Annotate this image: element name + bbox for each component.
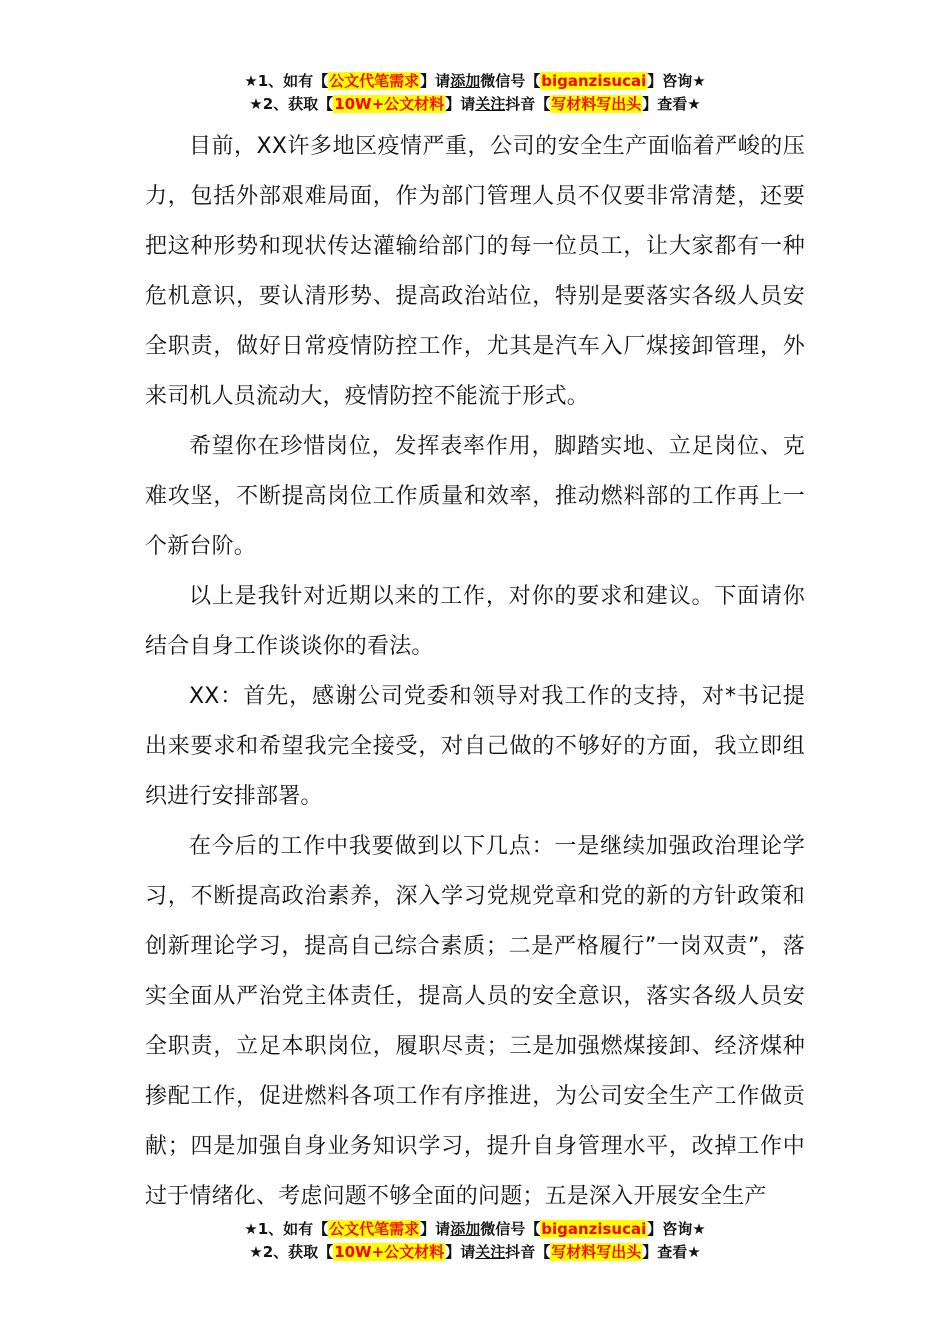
paragraph: XX：首先，感谢公司党委和领导对我工作的支持，对*书记提出来要求和希望我完全接受，对自己做的不够好的方面，我立即组织进行安排部署。 xyxy=(145,684,805,809)
paragraph: 目前，XX许多地区疫情严重，公司的安全生产面临着严峻的压力，包括外部艰难局面，作为部门管理人员不仅要非常清楚，还要把这种形势和现状传达灌输给部门的每一位员工，让大家都有一种危机意识，要认清形势、提高政治站位，特别是要落实各级人员安全职责，做好日常疫情防控工作，尤其是汽车入厂煤接卸管理，外来司机人员流动大，疫情防控不能流于形式。 xyxy=(145,134,805,409)
emphasis-text: 添加 xyxy=(450,72,481,90)
emphasis-text: 关注 xyxy=(475,95,506,113)
banner-text: 】咨询★ xyxy=(647,1220,706,1238)
emphasis-text: 关注 xyxy=(475,1243,506,1261)
banner-text: 微信号【 xyxy=(480,1220,541,1238)
highlight-text: 公文代笔需求 xyxy=(329,72,420,90)
emphasis-text: 添加 xyxy=(450,1220,481,1238)
banner-text: ★2、获取【 xyxy=(249,95,334,113)
highlight-text: 10W+公文材料 xyxy=(334,95,445,113)
banner-text: ★2、获取【 xyxy=(249,1243,334,1261)
banner-text: 】查看★ xyxy=(642,95,701,113)
paragraph: 在今后的工作中我要做到以下几点：一是继续加强政治理论学习，不断提高政治素养，深入学习党规党章和党的新的方针政策和创新理论学习，提高自己综合素质；二是严格履行”一岗双责”，落实全面从严治党主体责任，提高人员的安全意识，落实各级人员安全职责，立足本职岗位，履职尽责；三是加强燃煤接卸、经济煤种掺配工作，促进燃料各项工作有序推进，为公司安全生产工作做贡献；四是加强自身业务知识学习，提升自身管理水平，改掉工作中过于情绪化、考虑问题不够全面的问题；五是深入开展安全生产 xyxy=(145,834,805,1209)
highlight-text: 10W+公文材料 xyxy=(334,1243,445,1261)
banner-line-2 xyxy=(0,1241,950,1264)
banner-text: 微信号【 xyxy=(480,72,541,90)
banner-text: 】请 xyxy=(445,1243,476,1261)
banner-text: 】请 xyxy=(420,1220,451,1238)
paragraph: 以上是我针对近期以来的工作，对你的要求和建议。下面请你结合自身工作谈谈你的看法。 xyxy=(145,584,805,659)
banner-text: ★1、如有【 xyxy=(244,1220,329,1238)
banner-line-2 xyxy=(0,93,950,116)
banner-text: 抖音【 xyxy=(505,95,551,113)
highlight-text: biganzisucai xyxy=(541,1220,647,1238)
document-body xyxy=(145,122,805,1222)
highlight-text: 写材料写出头 xyxy=(551,1243,642,1261)
banner-text: 】请 xyxy=(420,72,451,90)
banner-text: 抖音【 xyxy=(505,1243,551,1261)
header-banner xyxy=(0,70,950,116)
highlight-text: 公文代笔需求 xyxy=(329,1220,420,1238)
banner-text: 】查看★ xyxy=(642,1243,701,1261)
banner-text: 】咨询★ xyxy=(647,72,706,90)
highlight-text: biganzisucai xyxy=(541,72,647,90)
banner-line-1 xyxy=(0,1218,950,1241)
banner-text: ★1、如有【 xyxy=(244,72,329,90)
highlight-text: 写材料写出头 xyxy=(551,95,642,113)
paragraph: 希望你在珍惜岗位，发挥表率作用，脚踏实地、立足岗位、克难攻坚，不断提高岗位工作质量和效率，推动燃料部的工作再上一个新台阶。 xyxy=(145,434,805,559)
banner-text: 】请 xyxy=(445,95,476,113)
footer-banner xyxy=(0,1218,950,1264)
banner-line-1 xyxy=(0,70,950,93)
